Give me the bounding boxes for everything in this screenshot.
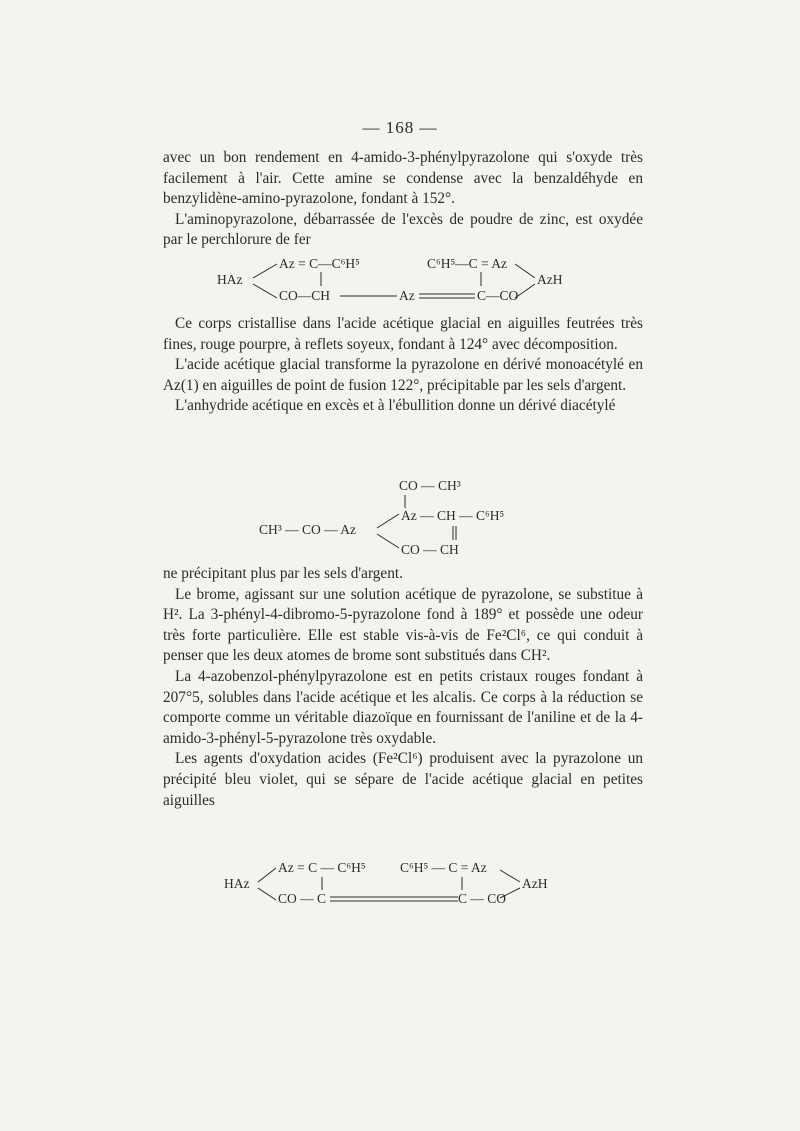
formula2-upper-branch: Az — CH — C⁶H⁵ (401, 508, 505, 523)
formula1-bottom-right: C—CO (477, 288, 519, 303)
paragraph-9: Les agents d'oxydation acides (Fe²Cl⁶) produisent avec la pyrazolone un précipité bleu violet, qui se sépare de l'acide acétique glacial en petites aiguilles (163, 750, 643, 809)
formula2-bond-up (377, 514, 399, 528)
formula1-right-group: AzH (537, 272, 563, 287)
formula-diacetyl (255, 476, 575, 560)
formula-bis-pyrazolone (222, 858, 602, 910)
formula3-right-group: AzH (522, 876, 548, 891)
formula1-top-right: C⁶H⁵—C = Az (427, 256, 508, 271)
formula3-bottom-left: CO — C (278, 891, 327, 906)
text-block-1 (163, 148, 643, 251)
formula2-top: CO — CH³ (399, 478, 461, 493)
formula2-lower-branch: CO — CH (401, 542, 459, 557)
paragraph-3: Ce corps cristallise dans l'acide acétique glacial en aiguilles feutrées très fines, rouge pourpre, à reflets soyeux, fondant à 124° avec décomposition. (163, 315, 643, 353)
formula1-bottom-left: CO—CH (279, 288, 331, 303)
paragraph-6: ne précipitant plus par les sels d'argent. (163, 565, 403, 582)
formula3-top-left: Az = C — C⁶H⁵ (278, 860, 366, 875)
formula3-bond-up-right (500, 870, 520, 882)
formula1-bond-down-left (253, 284, 277, 298)
formula2-bond-down (377, 534, 399, 548)
paragraph-8: La 4-azobenzol-phénylpyrazolone est en petits cristaux rouges fondant à 207°5, solubles dans l'acide acétique et les alcalis. Ce corps à la réduction se comporte comme un véritable diazoïque en fournissant de l'aniline et de la 4-amido-3-phényl-5-pyrazolone très oxydable. (163, 667, 643, 747)
formula-azo-dimer (215, 252, 595, 310)
formula3-bond-down-left (258, 888, 276, 900)
text-block-3 (163, 564, 643, 811)
paragraph-5: L'anhydride acétique en excès et à l'ébullition donne un dérivé diacétylé (175, 397, 616, 415)
paragraph-1: avec un bon rendement en 4-amido-3-phénylpyrazolone qui s'oxyde très facilement à l'air. Cette amine se condense avec la benzaldéhyde en benzylidène-amino-pyrazolone, fondant à 152°. (163, 149, 643, 208)
formula3-bottom-right: C — CO (458, 891, 507, 906)
formula3-left-group: HAz (224, 876, 250, 891)
formula1-bottom-mid: Az (399, 288, 415, 303)
page-number: — 168 — (362, 118, 438, 137)
formula3-top-right: C⁶H⁵ — C = Az (400, 860, 487, 875)
formula1-bond-up-right (515, 264, 535, 278)
formula1-left-group: HAz (217, 272, 243, 287)
formula1-bond-up-left (253, 264, 277, 278)
paragraph-4: L'acide acétique glacial transforme la pyrazolone en dérivé monoacétylé en Az(1) en aiguilles de point de fusion 122°, précipitable par les sels d'argent. (163, 356, 643, 394)
formula1-top-left: Az = C—C⁶H⁵ (279, 256, 360, 271)
formula2-left: CH³ — CO — Az (259, 522, 357, 537)
text-block-2 (163, 314, 643, 417)
paragraph-7: Le brome, agissant sur une solution acétique de pyrazolone, se substitue à H². La 3-phényl-4-dibromo-5-pyrazolone fond à 189° et possède une odeur très forte particulière. Elle est stable vis-à-vis de Fe²Cl⁶, ce qui conduit à penser que les deux atomes de brome sont substitués dans CH². (163, 585, 643, 665)
paragraph-2: L'aminopyrazolone, débarrassée de l'excès de poudre de zinc, est oxydée par le perchlorure de fer (163, 210, 643, 249)
formula3-bond-up-left (258, 868, 276, 882)
